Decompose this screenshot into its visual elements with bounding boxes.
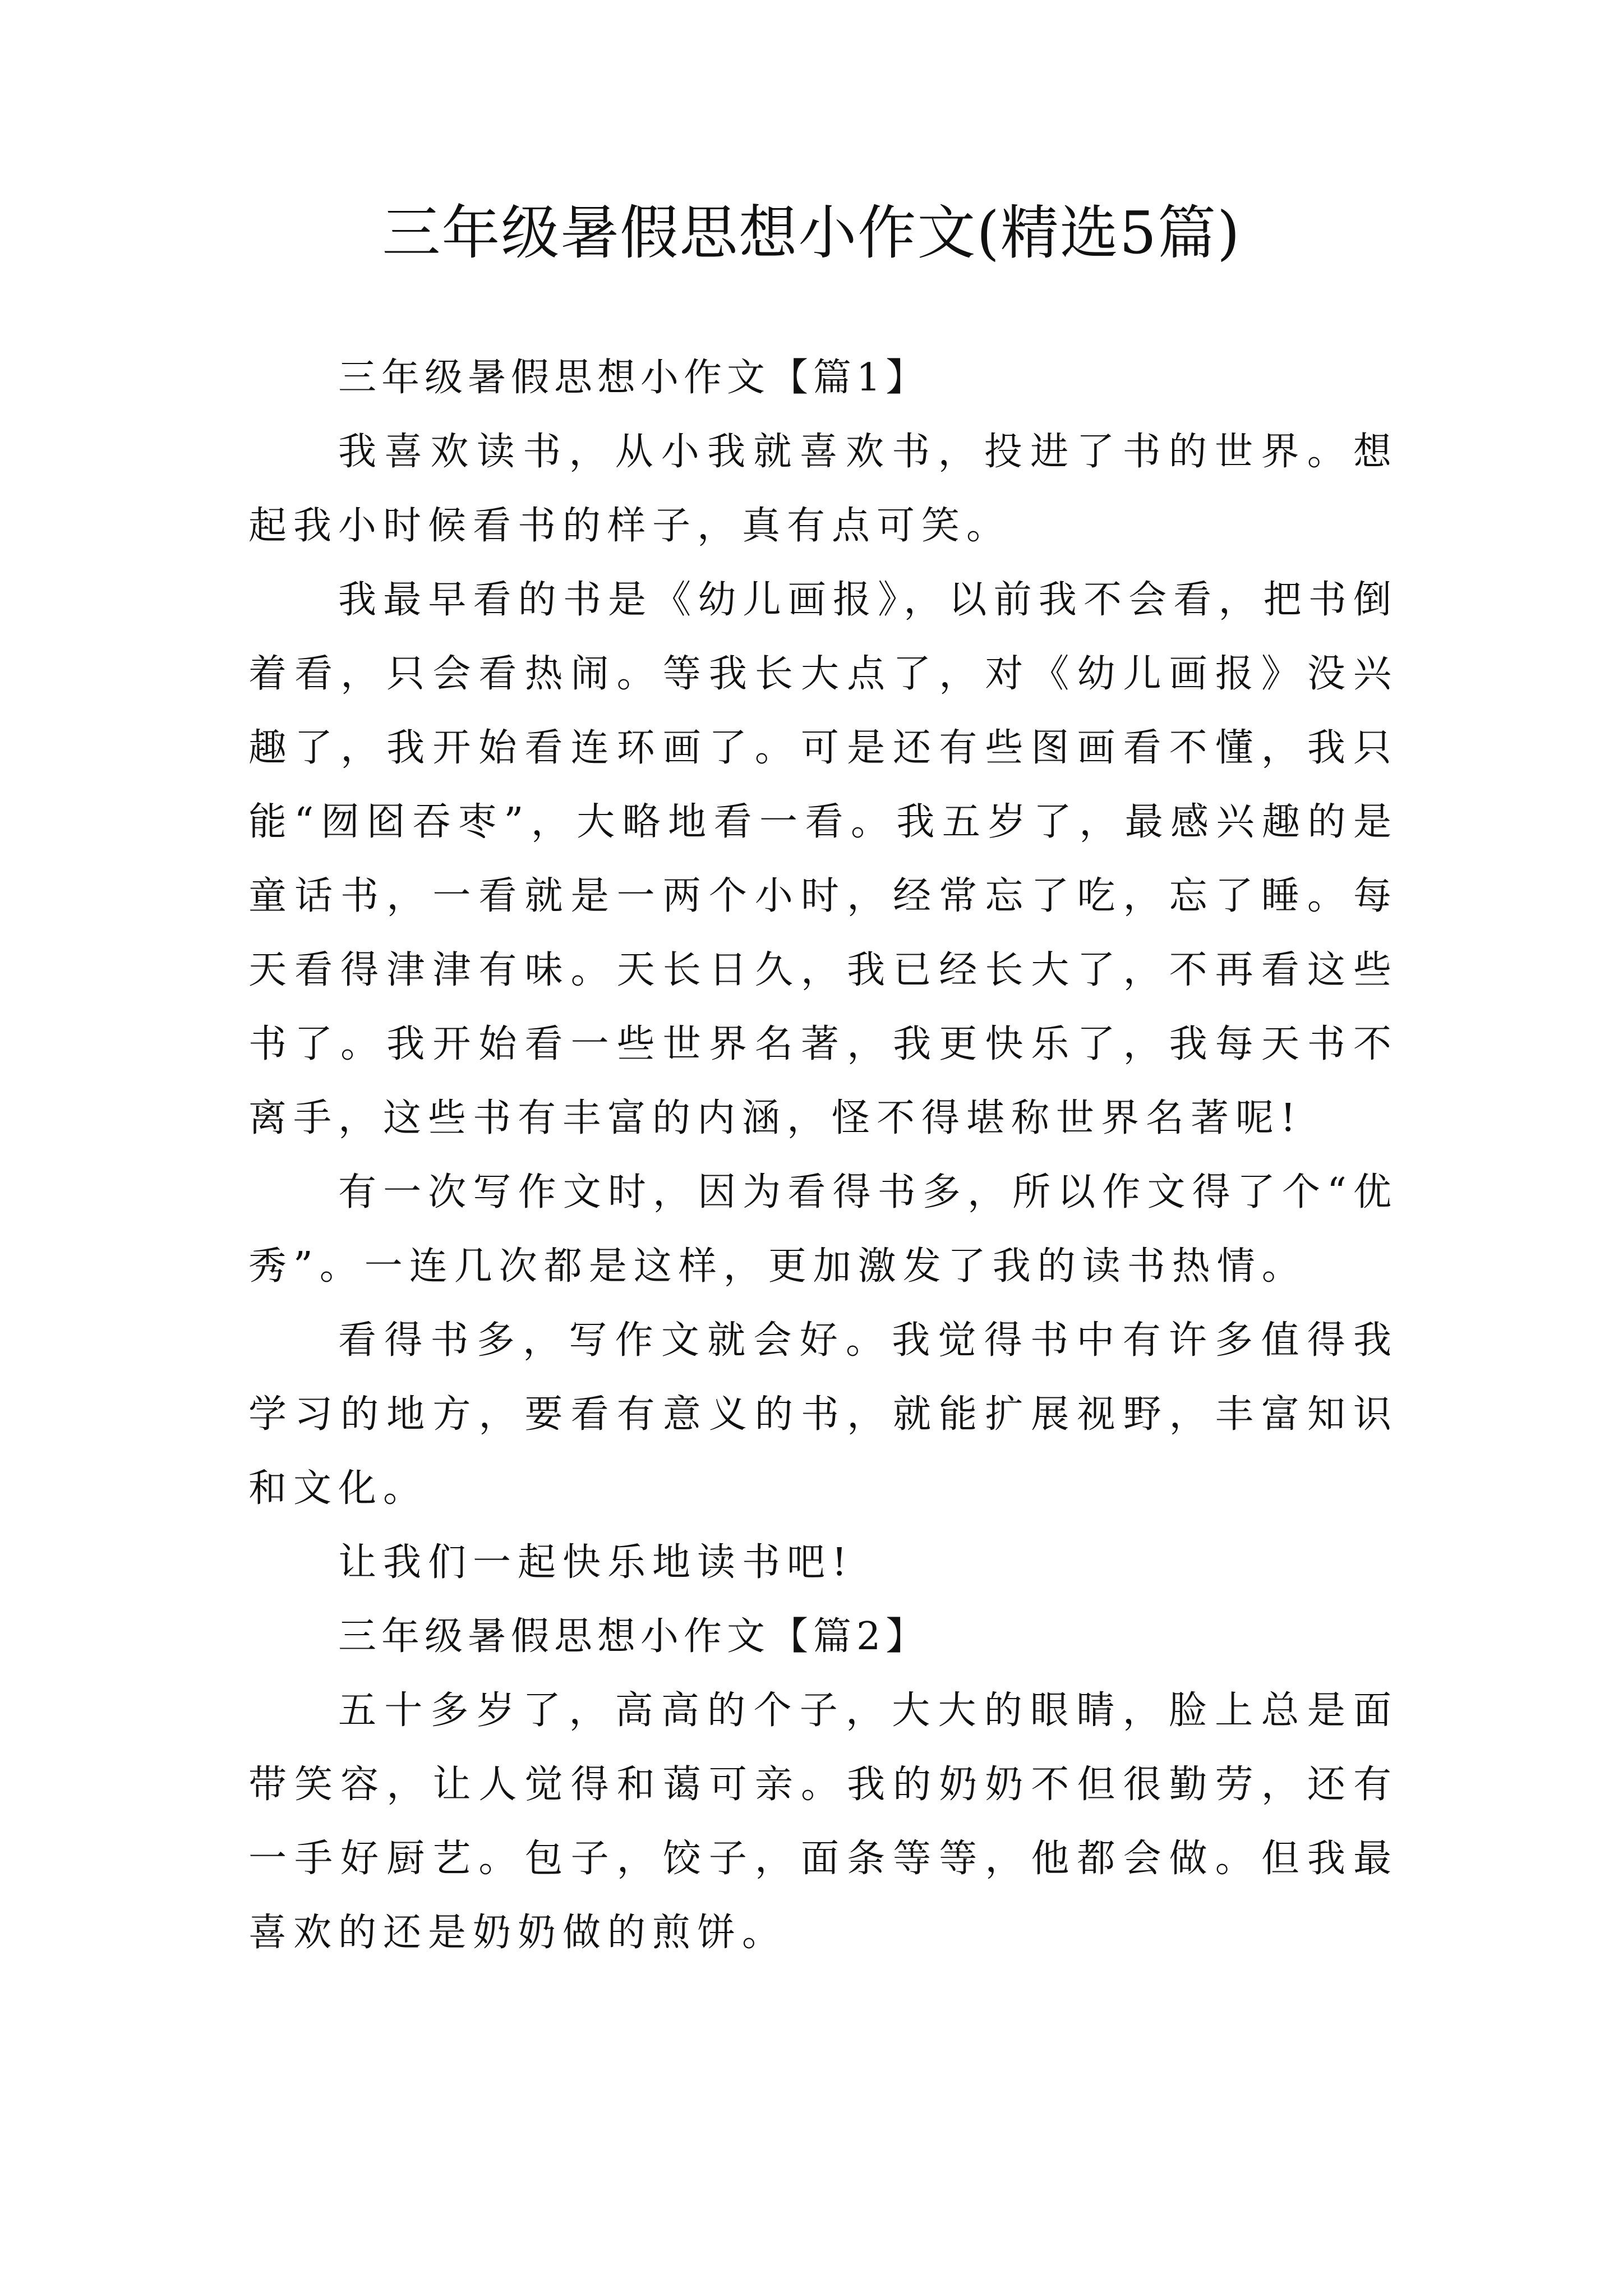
section-heading-2: 三年级暑假思想小作文【篇2】: [338, 1614, 929, 1659]
document-body: [248, 341, 1398, 1970]
paragraph: 我喜欢读书，从小我就喜欢书，投进了书的世界。想起我小时候看书的样子，真有点可笑。: [248, 430, 1398, 548]
section-heading-1: 三年级暑假思想小作文【篇1】: [338, 356, 929, 400]
paragraph: 我最早看的书是《幼儿画报》，以前我不会看，把书倒着看，只会看热闹。等我长大点了，对《幼儿画报》没兴趣了，我开始看连环画了。可是还有些图画看不懂，我只能“囫囵吞枣”，大略地看一看。我五岁了，最感兴趣的是童话书，一看就是一两个小时，经常忘了吃，忘了睡。每天看得津津有味。天长日久，我已经长大了，不再看这些书了。我开始看一些世界名著，我更快乐了，我每天书不离手，这些书有丰富的内涵，怪不得堪称世界名著呢!: [248, 578, 1398, 1140]
paragraph: 让我们一起快乐地读书吧!: [338, 1540, 854, 1585]
paragraph: 看得书多，写作文就会好。我觉得书中有许多值得我学习的地方，要看有意义的书，就能扩展视野，丰富知识和文化。: [248, 1318, 1398, 1511]
paragraph: 五十多岁了，高高的个子，大大的眼睛，脸上总是面带笑容，让人觉得和蔼可亲。我的奶奶不但很勤劳，还有一手好厨艺。包子，饺子，面条等等，他都会做。但我最喜欢的还是奶奶做的煎饼。: [248, 1688, 1398, 1955]
document-title: 三年级暑假思想小作文(精选5篇): [382, 199, 1241, 267]
paragraph: 有一次写作文时，因为看得书多，所以作文得了个“优秀”。一连几次都是这样，更加激发了我的读书热情。: [248, 1170, 1398, 1289]
